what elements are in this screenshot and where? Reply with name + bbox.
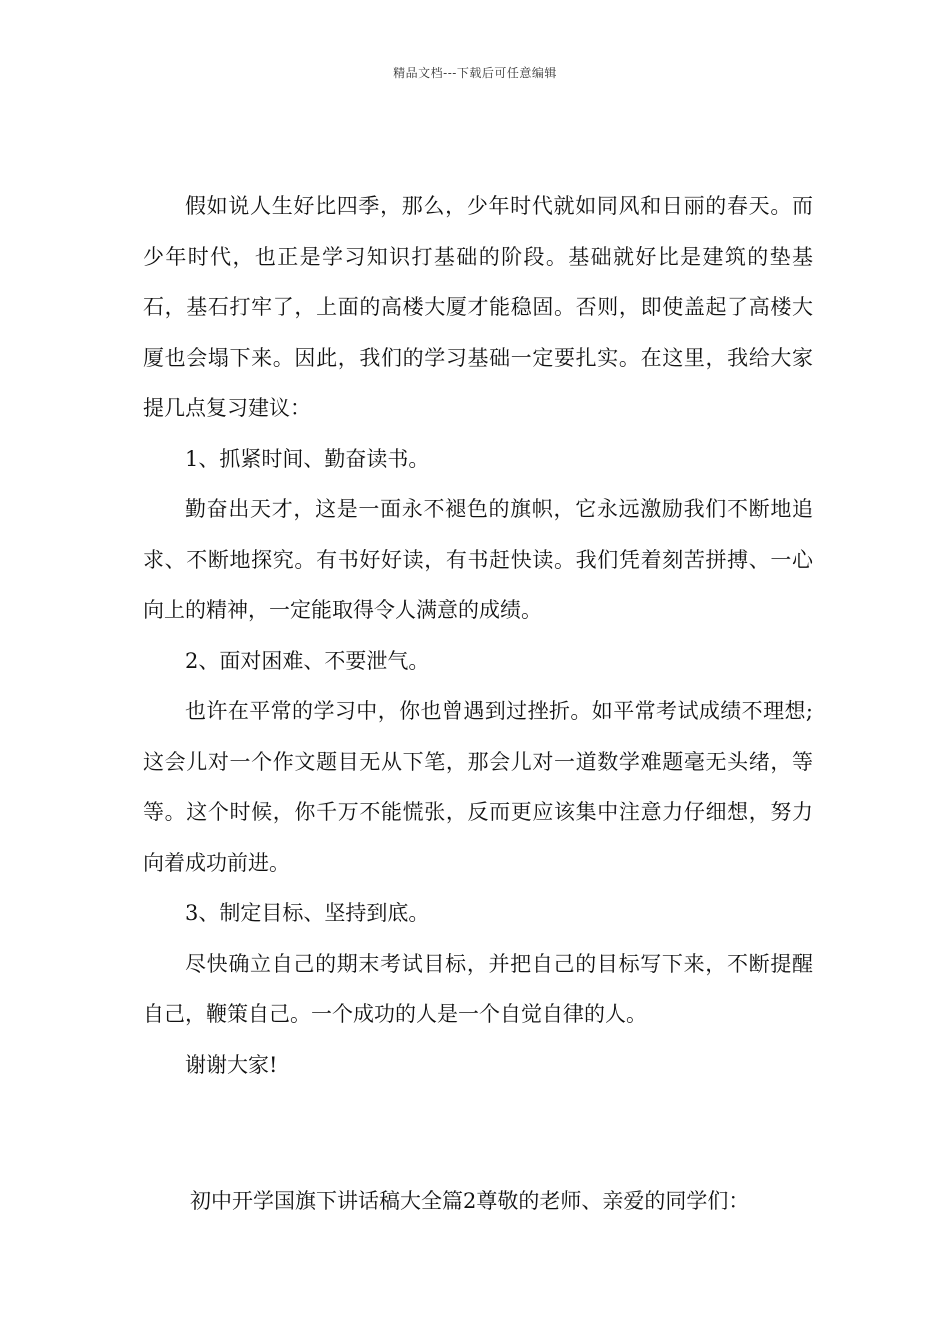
paragraph-diligence: 勤奋出天才，这是一面永不褪色的旗帜，它永远激励我们不断地追求、不断地探究。有书好好读，有书赶快读。我们凭着刻苦拼搏、一心向上的精神，一定能取得令人满意的成绩。 [143,497,813,622]
list-item-heading-2: 2、面对困难、不要泄气。 [185,648,430,673]
list-item-heading-3: 3、制定目标、坚持到底。 [185,901,430,925]
paragraph-difficulty: 也许在平常的学习中，你也曾遇到过挫折。如平常考试成绩不理想;这会儿对一个作文题目无从下笔，那会儿对一道数学难题毫无头绪，等等。这个时候，你千万不能慌张，反而更应该集中注意力仔细想，努力向着成功前进。 [143,699,813,875]
list-item-heading-1: 1、抓紧时间、勤奋读书。 [185,446,430,471]
page-header: 精品文档---下载后可任意编辑 [393,66,557,80]
paragraph-thanks: 谢谢大家! [185,1052,278,1077]
next-speech-heading: 初中开学国旗下讲话稿大全篇2尊敬的老师、亲爱的同学们： [190,1189,750,1213]
paragraph-intro: 假如说人生好比四季，那么，少年时代就如同风和日丽的春天。而少年时代，也正是学习知识打基础的阶段。基础就好比是建筑的垫基石，基石打牢了，上面的高楼大厦才能稳固。否则，即使盖起了高楼大厦也会塌下来。因此，我们的学习基础一定要扎实。在这里，我给大家提几点复习建议： [143,194,813,420]
paragraph-goals: 尽快确立自己的期末考试目标，并把自己的目标写下来，不断提醒自己，鞭策自己。一个成功的人是一个自觉自律的人。 [143,951,813,1026]
document-body [143,181,813,1090]
